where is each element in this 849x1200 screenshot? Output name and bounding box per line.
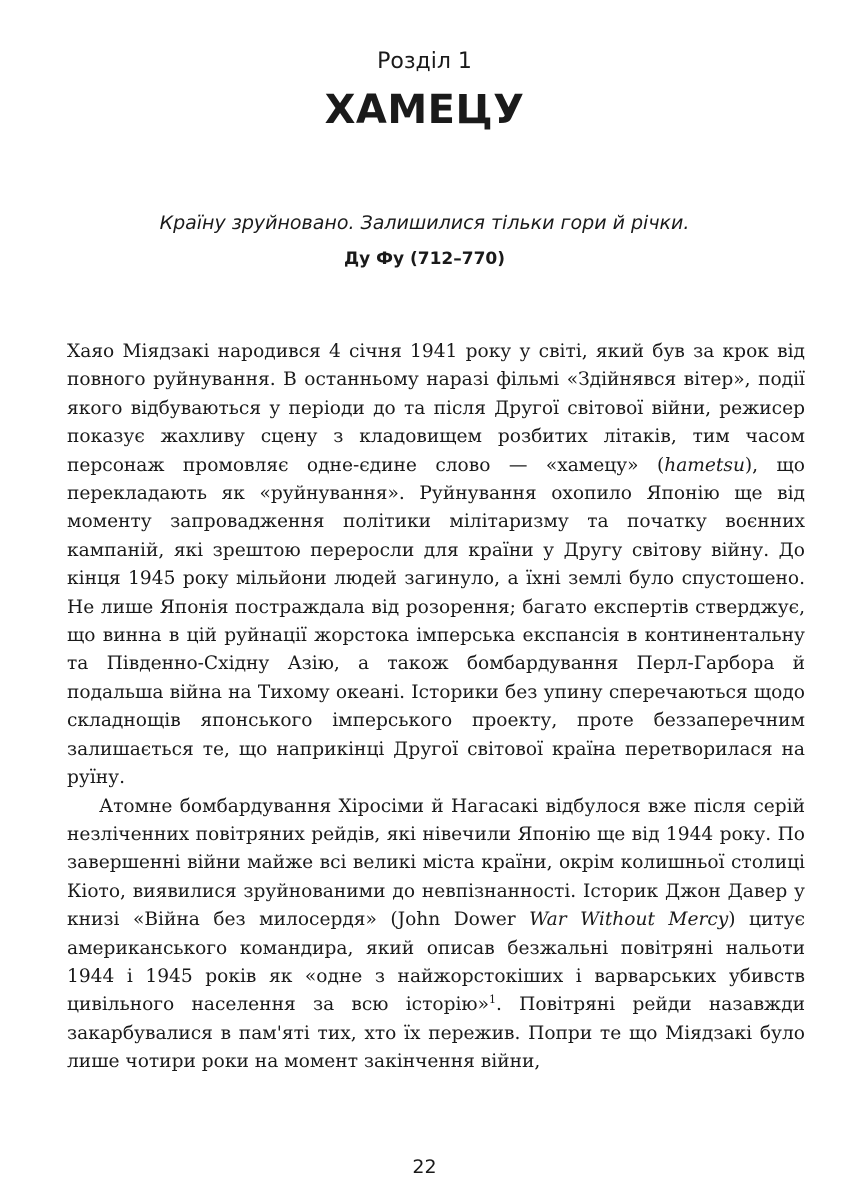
body-text (67, 338, 805, 1077)
page-number: 22 (412, 1156, 437, 1178)
paragraph-1-text-1: Хаяо Міядзакі народився 4 січня 1941 року у світі, який був за крок від повного руйнування. В останньому наразі фільмі «Здійнявся вітер», події якого відбуваються у періоди до та після Другої світової війни, режисер показує жахливу сцену з кладовищем розбитих літаків, тим часом персонаж промовляє одне-єдине слово — «хамецу» ( (67, 341, 805, 476)
epigraph (0, 208, 849, 274)
paragraph-2-text-2: ) цитує американського командира, який описав безжальні повітряні нальоти 1944 і 1945 років як «одне з найжорстокіших і варварських убивств цивільного населення за всю історію» (67, 909, 806, 1016)
chapter-label: Розділ 1 (377, 49, 472, 74)
paragraph-2-text-1: Атомне бомбардування Хіросіми й Нагасакі відбулося вже після серій незліченних повітряних рейдів, які нівечили Японію ще від 1944 року. По завершенні війни майже всі великі міста країни, окрім колишньої столиці Кіото, виявилися зруйнованими до невпізнанності. Історик Джон Давер у книзі «Війна без милосердя» (John Dower (67, 795, 805, 931)
paragraph-1-text-2: ), що перекладають як «руйнування». Руйнування охопило Японію ще від моменту запровадження політики мілітаризму та початку воєнних кампаній, які зрештою переросли для країни у Другу світову війну. До кінця 1945 року мільйони людей загинуло, а їхні землі було спустошено. Не лише Японія постраждала від розорення; багато експертів стверджує, що винна в цій руйнації жорстока імперська експансія в континентальну та Південно-Східну Азію, а також бомбардування Перл-Гарбора й подальша війна на Тихому океані. Історики без упину сперечаються щодо складнощів японського імперського проекту, проте беззаперечним залишається те, що наприкінці Другої світової країна перетворилася на руїну. (67, 454, 805, 789)
epigraph-author: Ду Фу (712–770) (343, 249, 505, 269)
paragraph-1-italic-term: hametsu (664, 454, 745, 476)
paragraph-2-italic-book-title: War Without Mercy (529, 909, 729, 931)
paragraph-2-text-3: . Повітряні рейди назавжди закарбувалися в пам'яті тих, хто їх пережив. Попри те що Міядзакі було лише чотири роки на момент закінчення війни, (67, 994, 805, 1073)
paragraph-2 (67, 793, 805, 1077)
footnote-marker[interactable]: 1 (489, 993, 496, 1007)
paragraph-1 (67, 338, 805, 793)
epigraph-quote: Країну зруйновано. Залишилися тільки гори й річки. (159, 212, 690, 234)
chapter-title: ХАМЕЦУ (324, 87, 525, 133)
